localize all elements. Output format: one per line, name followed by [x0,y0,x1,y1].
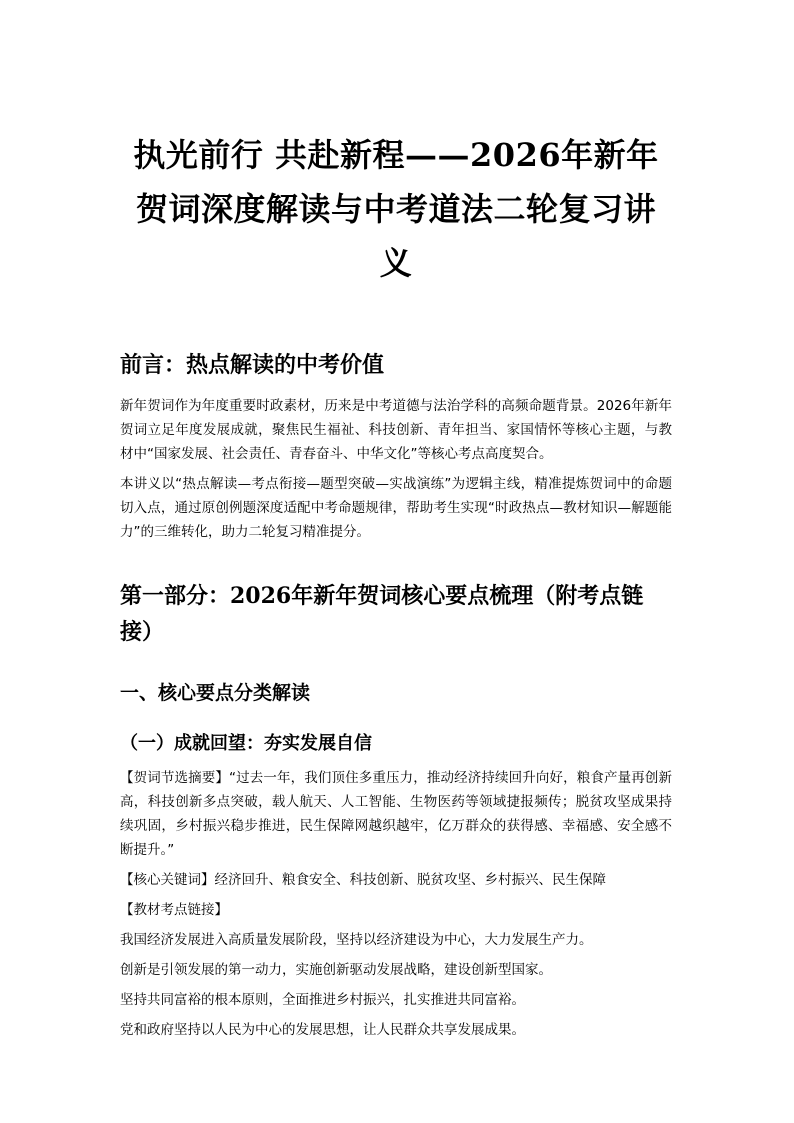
document-title: 执光前行 共赴新程——2026年新年贺词深度解读与中考道法二轮复习讲义 [133,136,659,282]
section1-heading: 一、核心要点分类解读 [120,682,311,704]
textbook-link-heading: 【教材考点链接】 [120,902,228,918]
textbook-point-1: 我国经济发展进入高质量发展阶段，坚持以经济建设为中心，大力发展生产力。 [120,932,593,948]
textbook-point-2: 创新是引领发展的第一动力，实施创新驱动发展战略，建设创新型国家。 [120,962,552,978]
preface-heading: 前言：热点解读的中考价值 [120,352,385,378]
part1-heading: 第一部分：2026年新年贺词核心要点梳理（附考点链接） [120,583,644,645]
preface-paragraph-1: 新年贺词作为年度重要时政素材，历来是中考道德与法治学科的高频命题背景。2026年新年贺词立足年度发展成就，聚焦民生福祉、科技创新、青年担当、家国情怀等核心主题，与教材中“国家发展、社会责任、青春奋斗、中华文化”等核心考点高度契合。 [120,398,672,462]
core-keywords: 【核心关键词】经济回升、粮食安全、科技创新、脱贫攻坚、乡村振兴、民生保障 [120,872,606,888]
textbook-point-4: 党和政府坚持以人民为中心的发展思想，让人民群众共享发展成果。 [120,1022,525,1038]
preface-paragraph-2: 本讲义以“热点解读—考点衔接—题型突破—实战演练”为逻辑主线，精准提炼贺词中的命题切入点，通过原创例题深度适配中考命题规律，帮助考生实现“时政热点—教材知识—解题能力”的三维转化，助力二轮复习精准提分。 [120,476,672,540]
subsection1-heading: （一）成就回望：夯实发展自信 [120,733,372,754]
speech-excerpt: 【贺词节选摘要】“过去一年，我们顶住多重压力，推动经济持续回升向好，粮食产量再创新高，科技创新多点突破，载人航天、人工智能、生物医药等领域捷报频传；脱贫攻坚成果持续巩固，乡村振兴稳步推进，民生保障网越织越牢，亿万群众的获得感、幸福感、安全感不断提升。” [120,770,672,858]
textbook-point-3: 坚持共同富裕的根本原则，全面推进乡村振兴，扎实推进共同富裕。 [120,992,525,1008]
